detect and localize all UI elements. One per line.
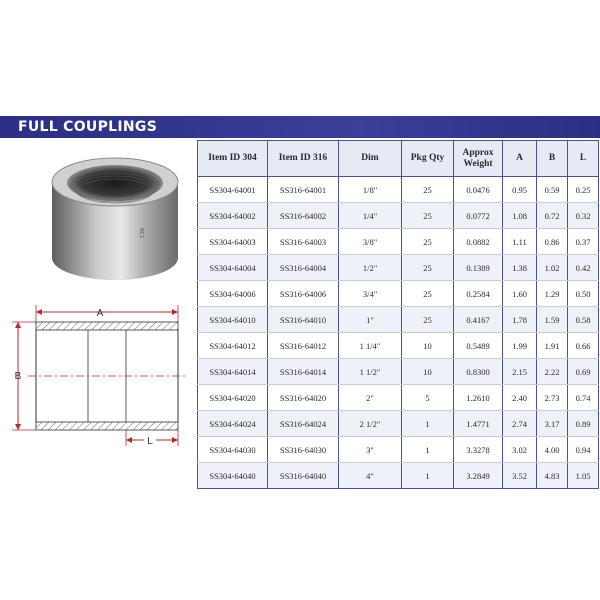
- cell-a: 2.74: [503, 411, 537, 437]
- cell-item316: SS316-64040: [268, 463, 339, 489]
- cell-item316: SS316-64001: [268, 177, 339, 203]
- cell-l: 0.89: [568, 411, 599, 437]
- cell-pkg: 25: [402, 307, 454, 333]
- cell-pkg: 5: [402, 385, 454, 411]
- cell-a: 1.60: [503, 281, 537, 307]
- title-banner: [0, 116, 600, 138]
- coupling-photo: [40, 148, 190, 288]
- cell-weight: 0.0772: [454, 203, 503, 229]
- table-row: [198, 463, 599, 489]
- cell-l: 0.94: [568, 437, 599, 463]
- col-header-l: L: [568, 141, 599, 177]
- cell-pkg: 25: [402, 229, 454, 255]
- col-header-item316: Item ID 316: [268, 141, 339, 177]
- cell-item304: SS304-64003: [198, 229, 268, 255]
- page-title: FULL COUPLINGS: [18, 119, 158, 135]
- cell-dim: 3/8": [339, 229, 402, 255]
- cell-item304: SS304-64012: [198, 333, 268, 359]
- cell-item304: SS304-64010: [198, 307, 268, 333]
- cell-dim: 1/2": [339, 255, 402, 281]
- cell-b: 1.29: [537, 281, 568, 307]
- cell-weight: 0.8300: [454, 359, 503, 385]
- cell-item304: SS304-64004: [198, 255, 268, 281]
- cell-item304: SS304-64014: [198, 359, 268, 385]
- table-row: [198, 437, 599, 463]
- cell-b: 2.73: [537, 385, 568, 411]
- cell-pkg: 25: [402, 203, 454, 229]
- cell-pkg: 25: [402, 255, 454, 281]
- table-row: [198, 255, 599, 281]
- cell-l: 1.05: [568, 463, 599, 489]
- dim-label-a: A: [96, 308, 104, 319]
- cell-weight: 3.3278: [454, 437, 503, 463]
- cell-l: 0.25: [568, 177, 599, 203]
- col-header-a: A: [503, 141, 537, 177]
- table-row: [198, 333, 599, 359]
- cell-b: 2.22: [537, 359, 568, 385]
- cell-b: 1.91: [537, 333, 568, 359]
- cell-b: 0.72: [537, 203, 568, 229]
- cell-weight: 0.0882: [454, 229, 503, 255]
- col-header-weight-line2: Weight: [463, 158, 493, 169]
- cell-b: 4.83: [537, 463, 568, 489]
- cell-item316: SS316-64004: [268, 255, 339, 281]
- cell-item316: SS316-64012: [268, 333, 339, 359]
- cell-weight: 0.1389: [454, 255, 503, 281]
- cell-a: 1.08: [503, 203, 537, 229]
- table-row: [198, 177, 599, 203]
- cell-l: 0.74: [568, 385, 599, 411]
- cell-l: 0.32: [568, 203, 599, 229]
- col-header-dim: Dim: [339, 141, 402, 177]
- cell-a: 3.52: [503, 463, 537, 489]
- cell-dim: 2": [339, 385, 402, 411]
- cell-item316: SS316-64010: [268, 307, 339, 333]
- cell-l: 0.37: [568, 229, 599, 255]
- cell-b: 0.59: [537, 177, 568, 203]
- cell-weight: 1.4771: [454, 411, 503, 437]
- col-header-b: B: [537, 141, 568, 177]
- cell-item316: SS316-64014: [268, 359, 339, 385]
- spec-table: [197, 140, 599, 489]
- cell-pkg: 25: [402, 281, 454, 307]
- cell-a: 1.38: [503, 255, 537, 281]
- cell-weight: 0.5489: [454, 333, 503, 359]
- cell-pkg: 10: [402, 333, 454, 359]
- cell-l: 0.66: [568, 333, 599, 359]
- cell-a: 1.11: [503, 229, 537, 255]
- cell-dim: 1/4": [339, 203, 402, 229]
- col-header-weight-line1: Approx: [462, 147, 494, 158]
- cell-pkg: 1: [402, 437, 454, 463]
- col-header-weight: [454, 141, 503, 177]
- cell-item304: SS304-64030: [198, 437, 268, 463]
- cell-a: 0.95: [503, 177, 537, 203]
- col-header-item304: Item ID 304: [198, 141, 268, 177]
- cell-weight: 0.2584: [454, 281, 503, 307]
- table-row: [198, 281, 599, 307]
- cell-item304: SS304-64001: [198, 177, 268, 203]
- cell-dim: 1": [339, 307, 402, 333]
- cell-weight: 1.2610: [454, 385, 503, 411]
- cell-dim: 1 1/4": [339, 333, 402, 359]
- cell-b: 0.86: [537, 229, 568, 255]
- cell-weight: 0.0476: [454, 177, 503, 203]
- cell-l: 0.50: [568, 281, 599, 307]
- cell-a: 1.99: [503, 333, 537, 359]
- table-row: [198, 203, 599, 229]
- svg-text:NC1: NC1: [138, 228, 144, 239]
- cell-a: 2.15: [503, 359, 537, 385]
- cell-pkg: 25: [402, 177, 454, 203]
- table-header-row: [198, 141, 599, 177]
- cell-dim: 3/4": [339, 281, 402, 307]
- cell-pkg: 10: [402, 359, 454, 385]
- cell-item304: SS304-64002: [198, 203, 268, 229]
- cell-pkg: 1: [402, 411, 454, 437]
- coupling-drawing: [8, 300, 198, 450]
- cell-weight: 0.4167: [454, 307, 503, 333]
- table-row: [198, 411, 599, 437]
- cell-item304: SS304-64006: [198, 281, 268, 307]
- cell-dim: 4": [339, 463, 402, 489]
- cell-dim: 1 1/2": [339, 359, 402, 385]
- dim-label-l: L: [147, 436, 153, 447]
- dim-label-b: B: [14, 371, 22, 382]
- cell-item316: SS316-64003: [268, 229, 339, 255]
- cell-dim: 3": [339, 437, 402, 463]
- cell-item316: SS316-64024: [268, 411, 339, 437]
- cell-item304: SS304-64020: [198, 385, 268, 411]
- cell-l: 0.69: [568, 359, 599, 385]
- cell-b: 1.02: [537, 255, 568, 281]
- table-row: [198, 229, 599, 255]
- cell-dim: 2 1/2": [339, 411, 402, 437]
- cell-weight: 3.2849: [454, 463, 503, 489]
- cell-l: 0.42: [568, 255, 599, 281]
- cell-pkg: 1: [402, 463, 454, 489]
- col-header-pkg-qty: Pkg Qty: [402, 141, 454, 177]
- cell-item304: SS304-64040: [198, 463, 268, 489]
- cell-b: 4.00: [537, 437, 568, 463]
- cell-item316: SS316-64006: [268, 281, 339, 307]
- table-row: [198, 385, 599, 411]
- cell-b: 1.59: [537, 307, 568, 333]
- cell-a: 2.40: [503, 385, 537, 411]
- cell-item316: SS316-64030: [268, 437, 339, 463]
- cell-item304: SS304-64024: [198, 411, 268, 437]
- cell-item316: SS316-64002: [268, 203, 339, 229]
- table-row: [198, 359, 599, 385]
- cell-item316: SS316-64020: [268, 385, 339, 411]
- cell-a: 3.02: [503, 437, 537, 463]
- cell-l: 0.58: [568, 307, 599, 333]
- table-row: [198, 307, 599, 333]
- cell-b: 3.17: [537, 411, 568, 437]
- cell-a: 1.78: [503, 307, 537, 333]
- cell-dim: 1/8": [339, 177, 402, 203]
